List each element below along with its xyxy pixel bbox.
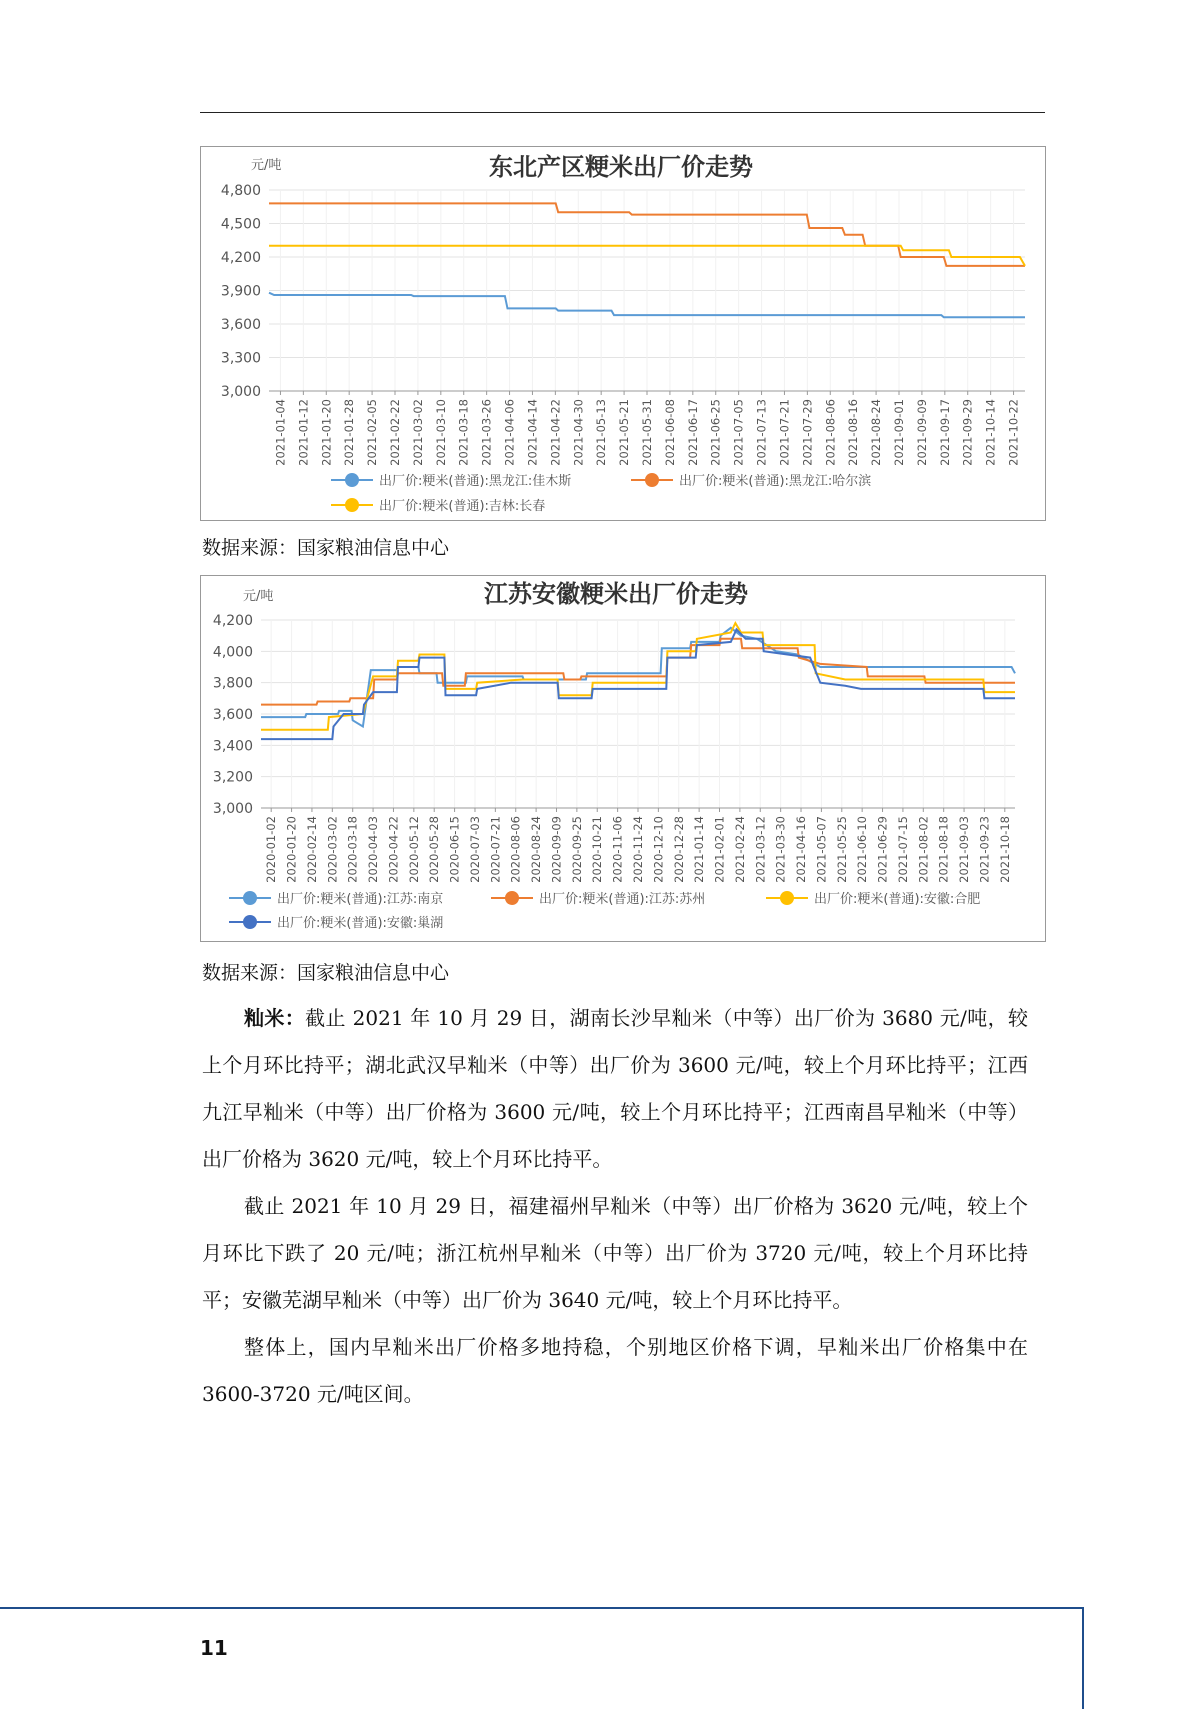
x-tick-label: 2020-11-06: [610, 816, 625, 883]
x-tick-label: 2020-05-28: [427, 816, 442, 883]
x-tick-label: 2020-06-15: [447, 816, 462, 883]
x-tick-label: 2021-04-16: [794, 816, 809, 883]
x-tick-label: 2021-03-10: [433, 399, 448, 466]
x-tick-label: 2020-03-02: [325, 816, 340, 883]
legend-marker: [505, 891, 519, 905]
x-tick-label: 2020-05-12: [406, 816, 421, 883]
x-tick-label: 2021-10-18: [997, 816, 1012, 883]
x-tick-label: 2021-10-14: [983, 399, 998, 466]
legend-label: 出厂价:粳米(普通):黑龙江:佳木斯: [379, 474, 572, 489]
x-tick-label: 2020-10-21: [590, 816, 605, 883]
legend-label: 出厂价:粳米(普通):安徽:合肥: [814, 892, 981, 907]
x-tick-label: 2021-05-13: [594, 399, 609, 466]
x-tick-label: 2020-01-20: [284, 816, 299, 883]
legend-label: 出厂价:粳米(普通):吉林:长春: [379, 499, 546, 514]
x-tick-label: 2021-08-18: [936, 816, 951, 883]
y-tick-label: 3,600: [212, 707, 253, 723]
x-tick-label: 2021-03-18: [456, 399, 471, 466]
x-tick-label: 2021-09-01: [892, 399, 906, 466]
x-tick-label: 2020-11-24: [631, 816, 645, 883]
x-tick-label: 2020-12-10: [651, 816, 666, 883]
y-tick-label: 3,000: [220, 384, 261, 400]
x-tick-label: 2021-02-24: [732, 816, 747, 883]
x-tick-label: 2021-03-26: [479, 399, 494, 466]
legend-marker: [243, 891, 257, 905]
legend-label: 出厂价:粳米(普通):江苏:苏州: [539, 892, 706, 907]
footer-frame: [0, 1607, 1084, 1709]
x-tick-label: 2021-04-22: [548, 399, 563, 466]
y-tick-label: 4,500: [220, 216, 261, 233]
x-tick-label: 2021-06-25: [708, 399, 723, 466]
y-tick-label: 4,800: [220, 183, 261, 199]
legend-marker: [645, 473, 659, 487]
y-tick-label: 3,000: [212, 801, 253, 817]
x-tick-label: 2021-05-07: [814, 816, 829, 883]
y-tick-label: 4,200: [212, 613, 253, 629]
chart-title: 东北产区粳米出厂价走势: [489, 153, 753, 181]
x-tick-label: 2020-07-21: [488, 816, 503, 883]
x-tick-label: 2021-07-05: [731, 399, 746, 466]
x-tick-label: 2021-03-30: [773, 816, 788, 883]
x-tick-label: 2021-02-05: [365, 399, 380, 466]
y-tick-label: 3,400: [212, 738, 253, 755]
x-tick-label: 2021-08-06: [823, 399, 838, 466]
x-tick-label: 2021-03-02: [410, 399, 425, 466]
x-tick-label: 2021-01-20: [319, 399, 334, 466]
x-tick-label: 2021-09-29: [960, 399, 975, 466]
header-rule: [200, 112, 1045, 113]
x-tick-label: 2020-07-03: [467, 816, 482, 883]
x-tick-label: 2021-10-22: [1006, 399, 1021, 466]
x-tick-label: 2021-02-01: [712, 816, 727, 883]
y-tick-label: 3,800: [212, 675, 253, 692]
chart-jiangsu-anhui-rice: [200, 575, 1046, 942]
data-source-1: 数据来源：国家粮油信息中心: [202, 537, 450, 559]
x-tick-label: 2021-06-17: [685, 399, 700, 466]
legend-label: 出厂价:粳米(普通):黑龙江:哈尔滨: [679, 474, 872, 489]
page-number: 11: [200, 1636, 228, 1660]
chart-title: 江苏安徽粳米出厂价走势: [484, 580, 748, 608]
x-tick-label: 2021-06-10: [855, 816, 870, 883]
paragraph-fujian-zhejiang-anhui: 截止 2021 年 10 月 29 日，福建福州早籼米（中等）出厂价格为 3620 元/吨，较上个月环比下跌了 20 元/吨；浙江杭州早籼米（中等）出厂价为 3720 元/吨，较上个月环比持平；安徽芜湖早籼米（中等）出厂价为 3640 元/吨，较上个月环比持平。: [202, 1194, 1028, 1312]
x-tick-label: 2021-04-06: [502, 399, 517, 466]
x-tick-label: 2021-01-28: [342, 399, 357, 466]
x-tick-label: 2021-09-09: [914, 399, 929, 466]
y-tick-label: 3,300: [220, 350, 261, 367]
x-tick-label: 2021-07-13: [754, 399, 769, 466]
x-tick-label: 2021-03-12: [753, 816, 768, 883]
legend-marker: [345, 498, 359, 512]
y-tick-label: 3,900: [220, 283, 261, 300]
chart-jiangsu-anhui-rice-svg: [201, 576, 1045, 941]
x-tick-label: 2021-01-14: [692, 816, 707, 883]
x-tick-label: 2021-05-25: [834, 816, 849, 883]
y-tick-label: 4,000: [212, 644, 253, 661]
x-tick-label: 2020-02-14: [304, 816, 319, 883]
y-tick-label: 3,200: [212, 769, 253, 786]
x-tick-label: 2021-01-04: [273, 399, 288, 466]
y-tick-label: 4,200: [220, 250, 261, 266]
x-tick-label: 2020-01-02: [264, 816, 279, 883]
x-tick-label: 2021-01-12: [296, 399, 311, 466]
y-tick-label: 3,600: [220, 317, 261, 333]
x-tick-label: 2020-09-09: [549, 816, 564, 883]
paragraph-indica-rice: [202, 995, 1028, 1183]
x-tick-label: 2020-09-25: [569, 816, 584, 883]
chart-northeast-rice-svg: [201, 147, 1045, 520]
x-tick-label: 2021-02-22: [388, 399, 402, 466]
x-tick-label: 2021-09-23: [977, 816, 992, 883]
x-tick-label: 2021-08-24: [869, 399, 884, 466]
paragraph-lead: 籼米：: [244, 1006, 306, 1030]
paragraph-summary: 整体上，国内早籼米出厂价格多地持稳，个别地区价格下调，早籼米出厂价格集中在 3600-3720 元/吨区间。: [202, 1335, 1028, 1406]
x-tick-label: 2021-08-02: [916, 816, 931, 883]
x-tick-label: 2020-04-03: [366, 816, 381, 883]
x-tick-label: 2021-05-21: [617, 399, 632, 466]
x-tick-label: 2021-08-16: [846, 399, 861, 466]
legend-label: 出厂价:粳米(普通):江苏:南京: [277, 892, 444, 907]
x-tick-label: 2021-07-21: [777, 399, 792, 466]
paragraph-body: 截止 2021 年 10 月 29 日，湖南长沙早籼米（中等）出厂价为 3680 元/吨，较上个月环比持平；湖北武汉早籼米（中等）出厂价为 3600 元/吨，较上个月环比持平；江西九江早籼米（中等）出厂价格为 3600 元/吨，较上个月环比持平；江西南昌早籼米（中等）出厂价格为 3620 元/吨，较上个月环比持平。: [202, 1006, 1029, 1171]
y-unit-label: 元/吨: [251, 158, 282, 173]
x-tick-label: 2020-03-18: [345, 816, 360, 883]
x-tick-label: 2021-07-29: [800, 399, 815, 466]
x-tick-label: 2021-09-03: [957, 816, 972, 883]
x-tick-label: 2020-12-28: [671, 816, 686, 883]
x-tick-label: 2021-04-30: [571, 399, 586, 466]
x-tick-label: 2021-04-14: [525, 399, 540, 466]
chart-northeast-rice: [200, 146, 1046, 521]
y-unit-label: 元/吨: [243, 589, 274, 604]
x-tick-label: 2021-06-29: [875, 816, 890, 883]
x-tick-label: 2020-08-24: [529, 816, 544, 883]
x-tick-label: 2021-07-15: [895, 816, 910, 883]
legend-marker: [243, 915, 257, 929]
legend-marker: [780, 891, 794, 905]
legend-label: 出厂价:粳米(普通):安徽:巢湖: [277, 916, 444, 931]
legend-marker: [345, 473, 359, 487]
x-tick-label: 2020-04-22: [386, 816, 401, 883]
x-tick-label: 2021-06-08: [662, 398, 677, 466]
x-tick-label: 2021-05-31: [640, 399, 654, 466]
data-source-2: 数据来源：国家粮油信息中心: [202, 962, 450, 984]
x-tick-label: 2021-09-17: [937, 399, 952, 466]
x-tick-label: 2020-08-06: [508, 816, 523, 883]
